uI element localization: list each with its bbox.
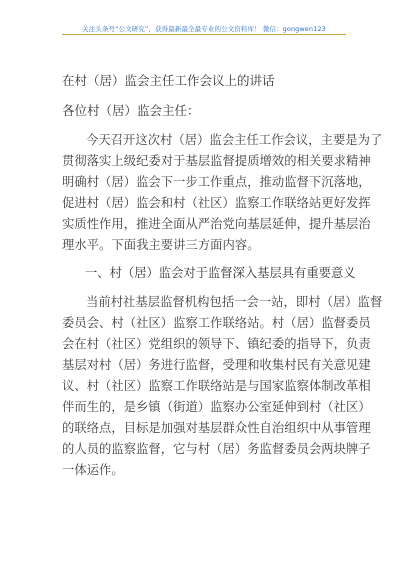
paragraph-line: 今天召开这次村（居）监会主任工作会议，主要是为了 <box>86 133 383 147</box>
paragraph-line: 贯彻落实上级纪委对于基层监督提质增效的相关要求精神 <box>62 154 371 168</box>
paragraph-line: 的人员的监察监督，它与村（居）务监督委员会两块牌子 <box>62 442 371 456</box>
paragraph-line: 委员会、村（社区）监察工作联络站。村（居）监督委员 <box>62 316 371 330</box>
paragraph-line: 一体运作。 <box>62 463 124 477</box>
intro-paragraph <box>62 130 383 256</box>
paragraph-line: 伴而生的，是乡镇（街道）监察办公室延伸到村（社区） <box>62 400 371 414</box>
paragraph-line: 基层对村（居）务进行监督，受理和收集村民有关意见建 <box>62 358 371 372</box>
salutation: 各位村（居）监会主任： <box>62 103 200 118</box>
header-banner-text: 关注头条号“公文研究”，获得最新最全最专业的公文资料库！ 微信：gongwen123 <box>82 25 326 33</box>
paragraph-line: 会在村（社区）党组织的领导下、镇纪委的指导下，负责 <box>62 337 371 351</box>
section-paragraph <box>62 292 383 481</box>
header-divider <box>62 34 346 35</box>
paragraph-line: 明确村（居）监会下一步工作重点，推动监督下沉落地， <box>62 175 371 189</box>
document-title: 在村（居）监会主任工作会议上的讲话 <box>62 73 275 88</box>
paragraph-line: 实质性作用，推进全面从严治党向基层延伸，提升基层治 <box>62 217 371 231</box>
paragraph-line: 理水平。下面我主要讲三方面内容。 <box>62 238 260 252</box>
paragraph-line: 的联络点，目标是加强对基层群众性自治组织中从事管理 <box>62 421 371 435</box>
paragraph-line: 促进村（居）监会和村（社区）监察工作联络站更好发挥 <box>62 196 371 210</box>
paragraph-line: 当前村社基层监督机构包括一会一站，即村（居）监督 <box>86 295 383 309</box>
section-heading: 一、村（居）监会对于监督深入基层具有重要意义 <box>85 266 356 280</box>
paragraph-line: 议、村（社区）监察工作联络站是与国家监察体制改革相 <box>62 379 371 393</box>
